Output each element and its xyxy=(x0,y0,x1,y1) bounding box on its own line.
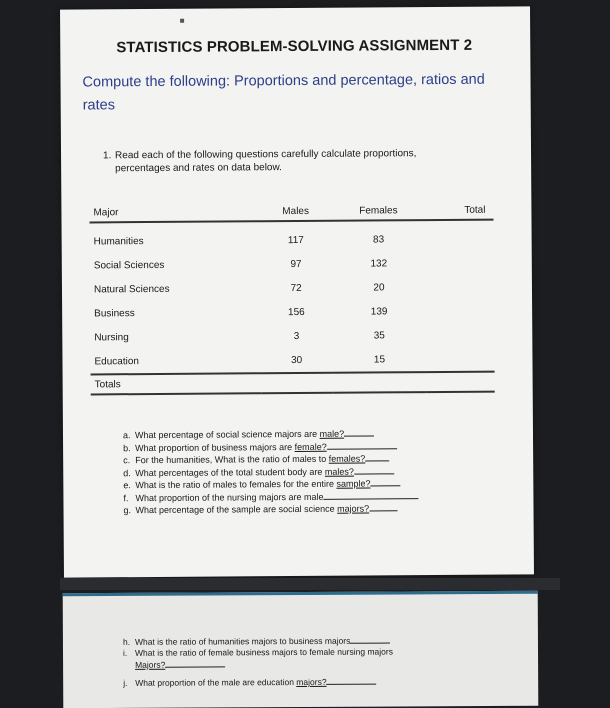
cell-females: 15 xyxy=(373,353,386,365)
subquestion-g: g. What percentage of the sample are social science majors? xyxy=(123,502,443,517)
cell-major: Humanities xyxy=(93,235,144,247)
cell-major: Natural Sciences xyxy=(93,283,170,295)
cell-total xyxy=(426,299,494,323)
cell-females: 83 xyxy=(373,233,385,245)
subquestion-i-cont: Majors? xyxy=(123,657,453,671)
table-row xyxy=(90,347,494,375)
cell-females: 132 xyxy=(370,257,388,269)
cell-total xyxy=(427,347,495,372)
subquestion-h: h. What is the ratio of humanities majors to business majors xyxy=(123,634,453,648)
majors-table xyxy=(89,202,494,396)
totals-row xyxy=(91,372,495,395)
assignment-title: STATISTICS PROBLEM-SOLVING ASSIGNMENT 2 xyxy=(116,36,473,57)
table-row xyxy=(90,323,494,350)
worksheet-page-1 xyxy=(60,6,534,577)
cell-females: 20 xyxy=(373,281,385,293)
cell-females: 35 xyxy=(373,329,385,341)
cell-total xyxy=(426,251,494,275)
cell-major: Nursing xyxy=(94,331,129,343)
subquestion-i: i. What is the ratio of female business majors to female nursing majors xyxy=(122,646,393,658)
subquestion-list-2 xyxy=(123,634,453,689)
header-females: Females xyxy=(331,202,426,221)
subquestion-j: j. What proportion of the male are education majors? xyxy=(123,675,453,689)
cell-total xyxy=(427,323,495,347)
cell-major: Education xyxy=(94,355,140,367)
subquestion-a: a. What percentage of social science majors are male? xyxy=(123,427,443,442)
question-1 xyxy=(103,147,473,176)
totals-label: Totals xyxy=(91,373,262,394)
header-major: Major xyxy=(89,203,260,222)
dot-mark xyxy=(180,19,184,23)
subquestion-f: f. What proportion of the nursing majors are male xyxy=(123,489,443,504)
header-males: Males xyxy=(260,203,331,221)
table-row xyxy=(90,251,494,278)
worksheet-page-2 xyxy=(63,591,539,708)
question-text: Read each of the following questions carefully calculate proportions, percentages and rates on data below. xyxy=(115,148,417,175)
table-row xyxy=(90,275,494,302)
cell-major: Social Sciences xyxy=(93,259,165,271)
table-row xyxy=(90,299,494,326)
header-total: Total xyxy=(426,202,494,220)
table-row xyxy=(90,220,494,254)
subquestion-c: c. For the humanities, What is the ratio of males to females? xyxy=(123,452,443,467)
cell-total xyxy=(426,220,494,251)
cell-major: Business xyxy=(94,307,135,319)
cell-males: 117 xyxy=(287,234,304,246)
cell-males: 97 xyxy=(290,258,302,270)
question-number: 1. xyxy=(103,150,112,162)
cell-males: 30 xyxy=(291,354,303,366)
cell-total xyxy=(426,275,494,299)
page-gap xyxy=(60,578,560,590)
cell-males: 72 xyxy=(290,282,302,294)
subquestion-e: e. What is the ratio of males to females for the entire sample? xyxy=(123,477,443,492)
assignment-instructions: Compute the following: Proportions and percentage, ratios and rates xyxy=(82,71,485,114)
subquestion-list xyxy=(123,427,444,517)
cell-females: 139 xyxy=(370,305,388,317)
subquestion-d: d. What percentages of the total student body are males? xyxy=(123,464,443,479)
cell-males: 156 xyxy=(287,306,305,318)
subquestion-b: b. What proportion of business majors are female? xyxy=(123,439,443,454)
cell-males: 3 xyxy=(293,330,300,342)
